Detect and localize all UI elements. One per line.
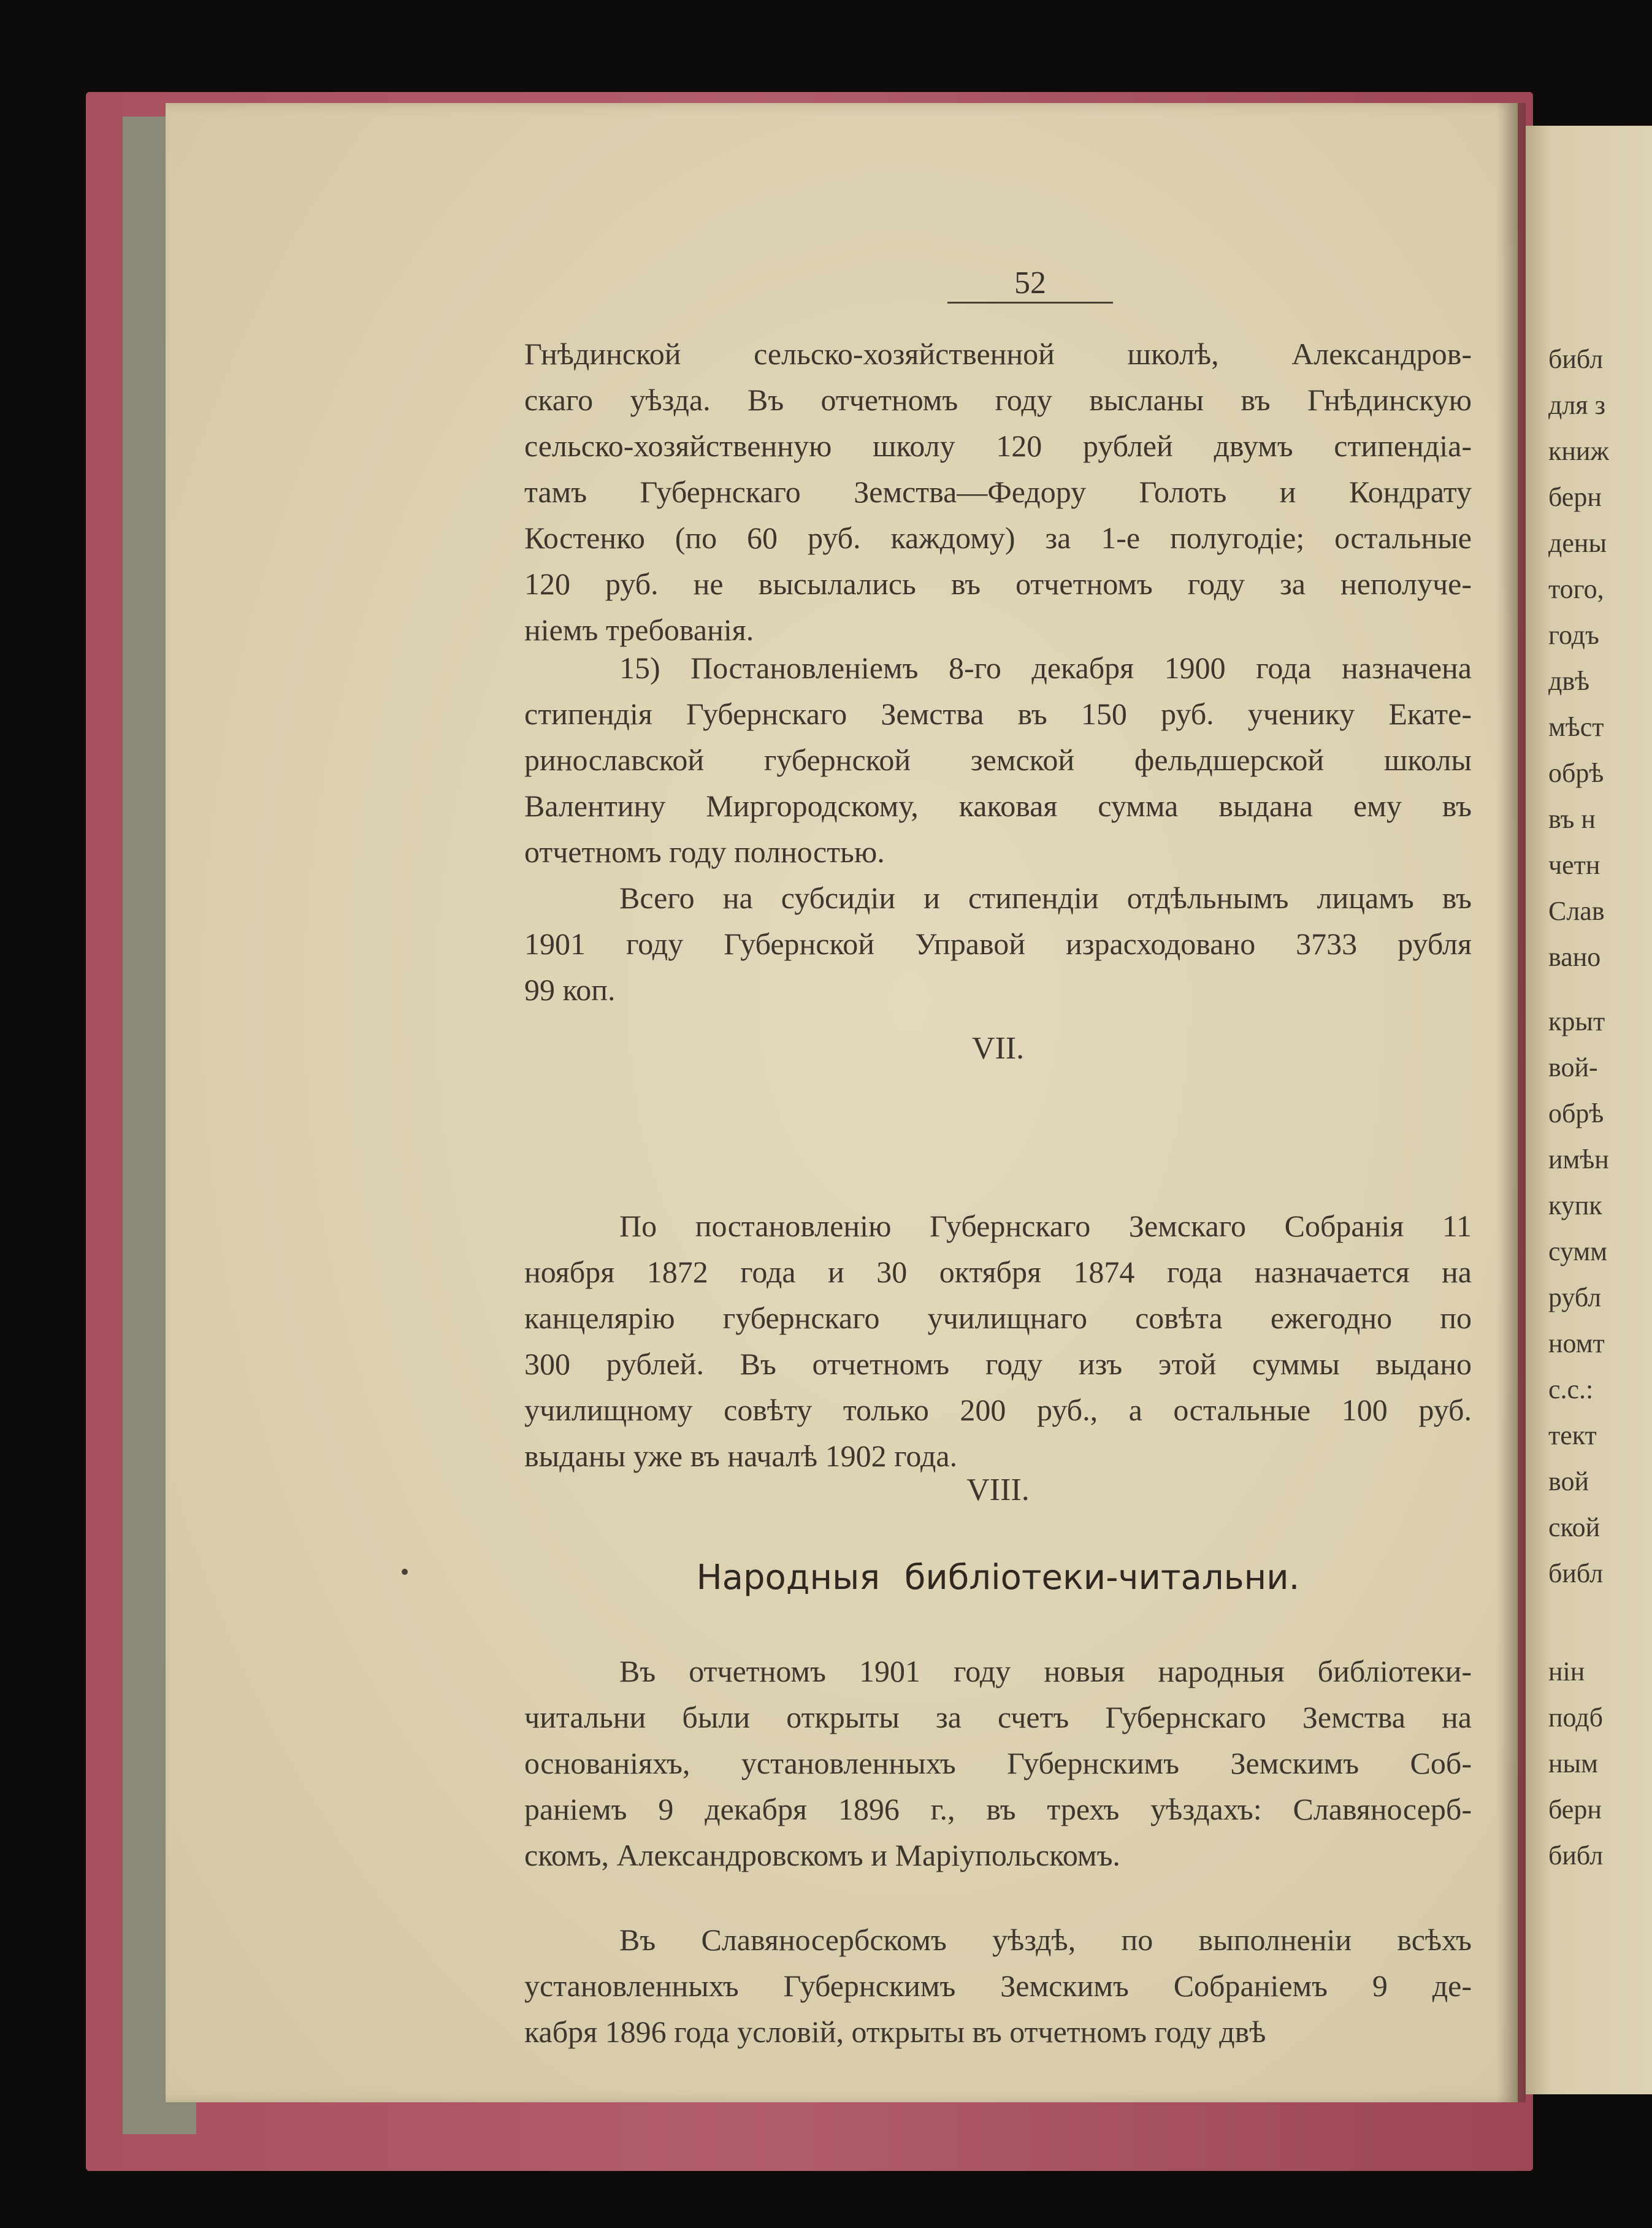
text-line: ринославской губернской земской фельдшерской школы <box>524 743 1472 777</box>
text-line: кабря 1896 года условій, открыты въ отчетномъ году двѣ <box>524 2015 1266 2049</box>
adjacent-page-fragment: имѣн <box>1548 1144 1609 1174</box>
adjacent-page-fragment: с.с.: <box>1548 1374 1594 1404</box>
adjacent-page-fragment: двѣ <box>1548 666 1590 696</box>
text-line: Въ Славяносербскомъ уѣздѣ, по выполненіи всѣхъ <box>619 1923 1472 1957</box>
adjacent-page-fragment: годъ <box>1548 620 1599 650</box>
text-line: Гнѣдинской сельско-хозяйственной школѣ, Александров- <box>524 337 1472 371</box>
text-line: 15) Постановленіемъ 8-го декабря 1900 года назначена <box>619 651 1472 685</box>
text-line: выданы уже въ началѣ 1902 года. <box>524 1439 958 1473</box>
page-number-rule <box>947 302 1113 304</box>
text-line: тамъ Губернскаго Земства—Федору Голоть и Кондрату <box>524 475 1472 509</box>
text-line: 300 рублей. Въ отчетномъ году изъ этой суммы выдано <box>524 1347 1472 1381</box>
text-line: училищному совѣту только 200 руб., а остальные 100 руб. <box>524 1393 1472 1427</box>
adjacent-page-fragment: вой <box>1548 1466 1589 1496</box>
section-number: VII. <box>971 1031 1025 1066</box>
adjacent-page-fragment: обрѣ <box>1548 1098 1604 1128</box>
adjacent-page-fragment: ской <box>1548 1512 1600 1542</box>
text-line: установленныхъ Губернскимъ Земскимъ Собраніемъ 9 де- <box>524 1969 1472 2003</box>
text-line: основаніяхъ, установленныхъ Губернскимъ Земскимъ Соб- <box>524 1746 1472 1780</box>
adjacent-page-fragment: нін <box>1548 1656 1585 1686</box>
adjacent-page-fragment: тект <box>1548 1420 1597 1450</box>
text-line: скомъ, Александровскомъ и Маріупольскомъ. <box>524 1838 1120 1872</box>
adjacent-page-fragment: въ н <box>1548 804 1596 834</box>
text-line: скаго уѣзда. Въ отчетномъ году высланы въ Гнѣдинскую <box>524 383 1472 417</box>
adjacent-page-fragment: для з <box>1548 390 1605 420</box>
paragraph <box>524 875 1472 1013</box>
paragraph <box>524 331 1472 653</box>
page-number: 52 <box>1014 266 1046 301</box>
paragraph <box>524 1203 1472 1479</box>
text-line: читальни были открыты за счетъ Губернскаго Земства на <box>524 1700 1472 1734</box>
adjacent-page-fragment: вой- <box>1548 1052 1598 1082</box>
adjacent-page-fragment: библ <box>1548 344 1604 374</box>
text-line: Въ отчетномъ 1901 году новыя народныя библіотеки- <box>619 1654 1472 1688</box>
paragraph <box>524 1917 1472 2055</box>
adjacent-page-fragment: купк <box>1548 1190 1602 1220</box>
adjacent-page-fragment: обрѣ <box>1548 758 1604 788</box>
adjacent-page-fragment: мѣст <box>1548 712 1604 742</box>
adjacent-page-fragment: крыт <box>1548 1006 1605 1036</box>
page-fold-shadow <box>1496 103 1526 2102</box>
adjacent-page-fragment: подб <box>1548 1702 1604 1732</box>
adjacent-page-fragment: сумм <box>1548 1236 1608 1266</box>
text-line: стипендія Губернскаго Земства въ 150 руб. ученику Екате- <box>524 697 1472 731</box>
adjacent-page-fragment: того, <box>1548 574 1604 604</box>
adjacent-page-fragment: берн <box>1548 1794 1602 1824</box>
text-line: Всего на субсидіи и стипендіи отдѣльнымъ лицамъ въ <box>619 881 1472 915</box>
ink-dot <box>402 1569 408 1575</box>
text-line: По постановленію Губернскаго Земскаго Собранія 11 <box>619 1209 1472 1243</box>
text-line: ніемъ требованія. <box>524 613 754 647</box>
text-line: 120 руб. не высылались въ отчетномъ году за неполуче- <box>524 567 1472 601</box>
adjacent-page-fragment: дены <box>1548 528 1607 558</box>
text-line: ноября 1872 года и 30 октября 1874 года назначается на <box>524 1255 1472 1289</box>
adjacent-page-fragment: книж <box>1548 436 1609 466</box>
section-heading: Народныя библіотеки-читальни. <box>696 1558 1300 1598</box>
text-line: Валентину Миргородскому, каковая сумма выдана ему въ <box>524 789 1472 823</box>
text-line: канцелярію губернскаго училищнаго совѣта ежегодно по <box>524 1301 1472 1335</box>
adjacent-page-fragment: вано <box>1548 942 1601 972</box>
text-line: 99 коп. <box>524 973 616 1007</box>
adjacent-page-fragment: рубл <box>1548 1282 1602 1312</box>
text-line: раніемъ 9 декабря 1896 г., въ трехъ уѣздахъ: Славяносерб- <box>524 1792 1472 1826</box>
adjacent-page-fragment: библ <box>1548 1558 1604 1588</box>
text-line: сельско-хозяйственную школу 120 рублей двумъ стипендіа- <box>524 429 1472 463</box>
adjacent-page-fragment: берн <box>1548 482 1602 512</box>
text-line: отчетномъ году полностью. <box>524 835 885 869</box>
paragraph <box>524 1648 1472 1878</box>
adjacent-page-fragment: ным <box>1548 1748 1598 1778</box>
text-line: 1901 году Губернской Управой израсходовано 3733 рубля <box>524 927 1472 961</box>
adjacent-page-fragment: Слав <box>1548 896 1605 926</box>
paragraph <box>524 645 1472 875</box>
text-line: Костенко (по 60 руб. каждому) за 1-е полугодіе; остальные <box>524 521 1472 555</box>
section-number: VIII. <box>966 1472 1030 1507</box>
adjacent-page-fragment: библ <box>1548 1840 1604 1870</box>
adjacent-page-fragment: четн <box>1548 850 1600 880</box>
adjacent-page-fragment: номт <box>1548 1328 1605 1358</box>
